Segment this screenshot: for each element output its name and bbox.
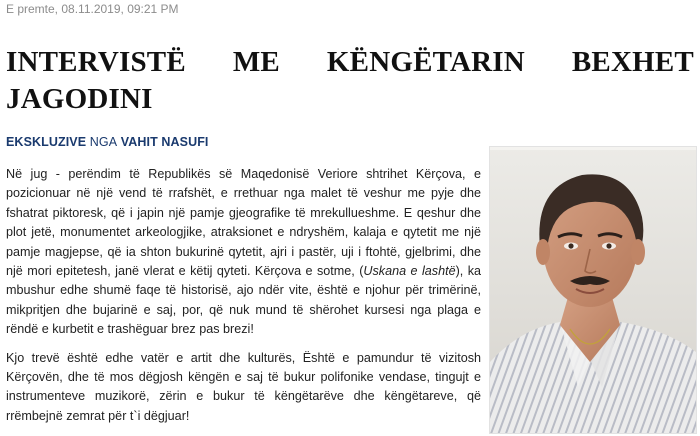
byline-author: VAHIT NASUFI	[120, 135, 209, 149]
title-word: BEXHET	[571, 46, 694, 78]
title-line-1	[6, 44, 694, 81]
paragraph-2: Kjo trevë është edhe vatër e artit dhe kulturës, Është e pamundur të vizitosh Kërçovën, dhe të mos dëgjosh këngën e saj të bukur polifonike vendase, tingujt e instrumenteve muzikorë, zërin e bukur të këngëtarëve dhe këngëtareve, që rrëmbejnë zemrat për t`i dëgjuar!	[6, 350, 481, 423]
byline-nga: NGA	[89, 135, 118, 149]
paragraph-1-italic: Uskana e lashtë	[363, 264, 456, 279]
paragraph-1-text-a: Në jug - perëndim të Republikës së Maqedonisë Veriore shtrihet Kërçova, e pozicionuar në një vend të rrafshët, e rrethuar nga malet të veshur me pyje dhe fshatrat piktoresk, që i japin një pamje gjeografike të mrekullueshme. E qeshur dhe plot jetë, monumentet arkeologjike, atraksionet e ndryshëm, kalaja e qytetit me një pamje magjepse, që ia shton bukurinë qytetit, ajri i pastër, uji i ftohtë, gjelbrimi, dhe një mori epitetesh, janë vlerat e këtij qyteti. Kërçova e sotme, (	[6, 167, 481, 279]
portrait-illustration	[490, 147, 696, 433]
article-body	[6, 165, 481, 435]
publish-date: E premte, 08.11.2019, 09:21 PM	[6, 2, 179, 16]
paragraph-1	[6, 165, 481, 340]
title-word: KËNGËTARIN	[326, 46, 525, 78]
title-word: INTERVISTË	[6, 46, 186, 78]
title-line-2: JAGODINI	[6, 83, 153, 115]
title-word: ME	[232, 46, 280, 78]
byline	[6, 135, 209, 149]
byline-label: EKSKLUZIVE	[6, 135, 87, 149]
article-title	[6, 44, 694, 118]
paragraph-1-text-b: ), ka mbushur edhe shumë faqe të historisë, ajo ndër vite, është e njohur për trimërinë, mikpritjen dhe bujarinë e saj, por, që nuk mund të shërohet kursesi nga plaga e rëndë e kurbetit e trashëguar brez pas brezi!	[6, 264, 481, 337]
singer-portrait-photo	[489, 146, 697, 434]
